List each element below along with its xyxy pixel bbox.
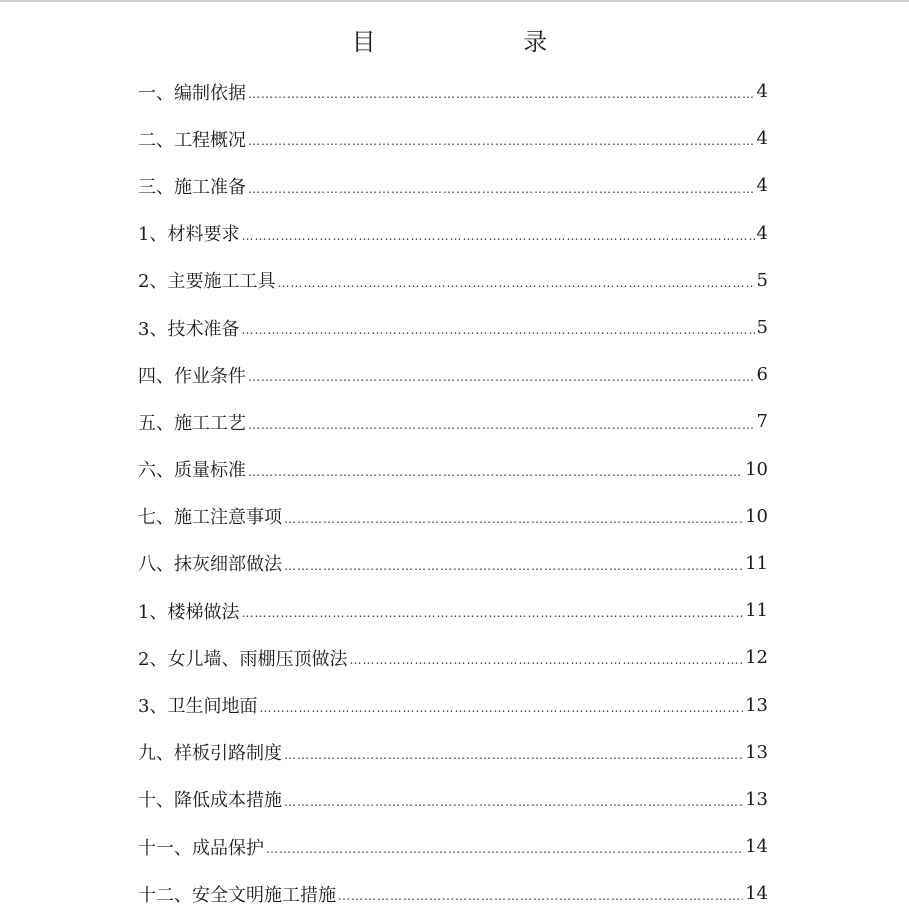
dot-leader [284,512,743,540]
page-title: 目 录 [351,28,618,56]
toc-entry-page: 7 [756,411,768,433]
toc-entry-label: 七、施工注意事项 [138,507,282,529]
dot-leader [248,182,755,210]
toc-entry[interactable] [138,493,768,540]
dot-leader [284,795,743,823]
dot-leader [248,134,755,162]
dot-leader [338,889,743,917]
toc-entry[interactable] [138,681,768,728]
toc-entry[interactable] [138,304,768,351]
toc-entry-label: 2、女儿墙、雨棚压顶做法 [138,648,348,670]
toc-entry-page: 10 [745,505,768,527]
dot-leader [349,653,743,681]
toc-entry[interactable] [138,68,768,115]
toc-entry-page: 5 [756,317,768,339]
toc-entry[interactable] [138,540,768,587]
toc-entry-page: 11 [745,552,768,574]
toc-entry-label: 3、技术准备 [138,318,240,340]
dot-leader [277,276,754,304]
dot-leader [248,370,755,398]
dot-leader [241,323,754,351]
dot-leader [284,748,743,776]
toc-entry[interactable] [138,776,768,823]
toc-entry[interactable] [138,870,768,917]
toc-entry-label: 三、施工准备 [138,176,246,198]
toc-entry[interactable] [138,729,768,776]
dot-leader [284,559,743,587]
dot-leader [241,606,743,634]
toc-entry[interactable] [138,446,768,493]
toc-entry-label: 六、质量标准 [138,460,246,482]
toc-entry[interactable] [138,634,768,681]
dot-leader [248,87,755,115]
toc-entry-page: 13 [745,741,768,763]
dot-leader [259,701,743,729]
toc-entry-page: 13 [745,694,768,716]
toc-entry-label: 2、主要施工工具 [138,271,276,293]
dot-leader [248,465,743,493]
toc-entry-label: 3、卫生间地面 [138,696,258,718]
toc-entry[interactable] [138,351,768,398]
toc-entry-page: 5 [756,269,768,291]
toc-entry[interactable] [138,823,768,870]
toc-entry-page: 4 [756,81,768,103]
top-border [0,0,909,2]
table-of-contents [138,68,768,917]
toc-entry-label: 十、降低成本措施 [138,790,282,812]
toc-entry-page: 11 [745,600,768,622]
toc-entry[interactable] [138,257,768,304]
toc-entry-page: 14 [745,883,768,905]
toc-entry-label: 四、作业条件 [138,365,246,387]
toc-entry-page: 4 [756,222,768,244]
dot-leader [241,229,754,257]
toc-entry-page: 6 [756,364,768,386]
toc-entry[interactable] [138,115,768,162]
dot-leader [266,842,743,870]
toc-entry-label: 十二、安全文明施工措施 [138,884,336,906]
toc-entry-page: 4 [756,175,768,197]
toc-entry[interactable] [138,210,768,257]
toc-entry-label: 二、工程概况 [138,129,246,151]
toc-entry-page: 13 [745,788,768,810]
toc-entry-label: 一、编制依据 [138,82,246,104]
toc-entry-page: 10 [745,458,768,480]
toc-entry[interactable] [138,587,768,634]
toc-entry-page: 4 [756,128,768,150]
toc-entry-label: 1、楼梯做法 [138,601,240,623]
toc-entry-label: 1、材料要求 [138,224,240,246]
toc-entry-label: 八、抹灰细部做法 [138,554,282,576]
toc-entry-page: 14 [745,836,768,858]
dot-leader [248,418,755,446]
toc-entry-label: 十一、成品保护 [138,837,264,859]
toc-entry-label: 九、样板引路制度 [138,743,282,765]
toc-entry[interactable] [138,162,768,209]
toc-entry-page: 12 [745,647,768,669]
toc-entry-label: 五、施工工艺 [138,412,246,434]
toc-entry[interactable] [138,398,768,445]
